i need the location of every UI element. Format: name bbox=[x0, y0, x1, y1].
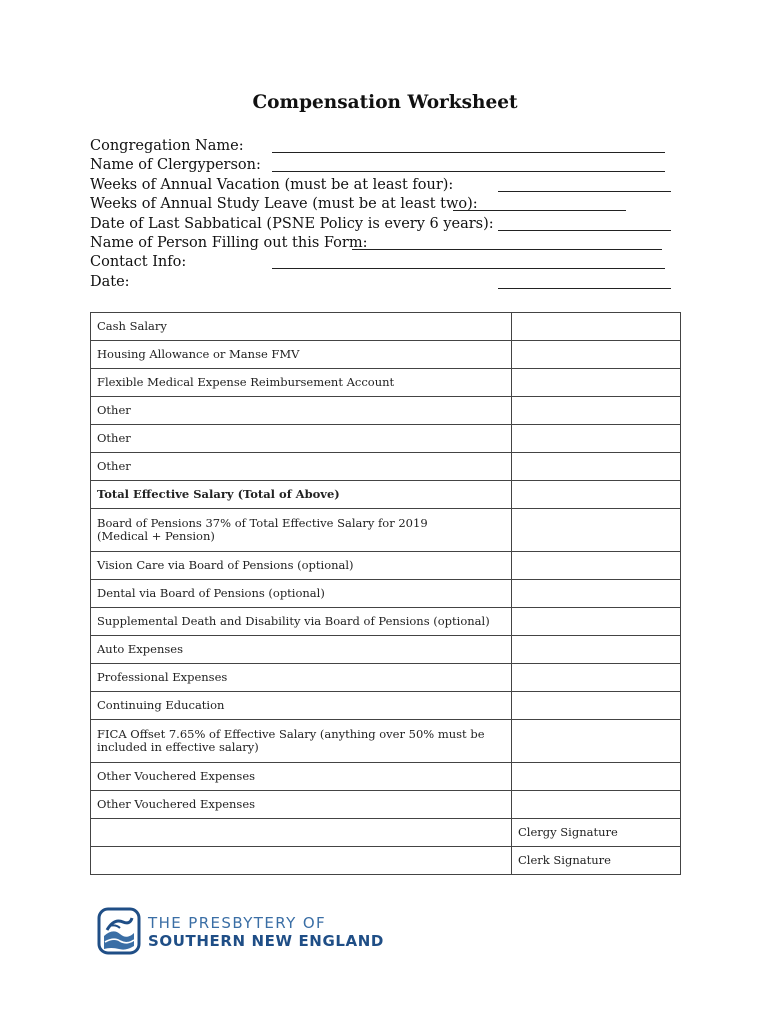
row-label: Other bbox=[91, 453, 512, 481]
row-value-field[interactable] bbox=[512, 397, 681, 425]
congregation-name-field[interactable] bbox=[272, 152, 665, 153]
row-label: Supplemental Death and Disability via Board of Pensions (optional) bbox=[91, 608, 512, 636]
table-row bbox=[91, 580, 681, 608]
study-leave-weeks-field[interactable] bbox=[453, 210, 626, 211]
table-row bbox=[91, 664, 681, 692]
compensation-table bbox=[90, 312, 681, 875]
row-value-field[interactable] bbox=[512, 552, 681, 580]
info-row-clergyperson bbox=[90, 156, 680, 175]
row-label[interactable] bbox=[91, 847, 512, 875]
row-value-field[interactable] bbox=[512, 341, 681, 369]
table-row bbox=[91, 636, 681, 664]
row-label: Professional Expenses bbox=[91, 664, 512, 692]
clergyperson-name-field[interactable] bbox=[272, 171, 665, 172]
row-value-field: Clerk Signature bbox=[512, 847, 681, 875]
table-row bbox=[91, 313, 681, 341]
row-value-field[interactable] bbox=[512, 763, 681, 791]
row-label: Continuing Education bbox=[91, 692, 512, 720]
info-label: Name of Person Filling out this Form: bbox=[90, 234, 368, 251]
presbytery-emblem-icon bbox=[96, 906, 142, 956]
table-row bbox=[91, 341, 681, 369]
row-value-field[interactable] bbox=[512, 313, 681, 341]
row-label: Other bbox=[91, 425, 512, 453]
info-label: Date of Last Sabbatical (PSNE Policy is every 6 years): bbox=[90, 215, 494, 232]
row-label: Housing Allowance or Manse FMV bbox=[91, 341, 512, 369]
info-label: Date: bbox=[90, 273, 130, 290]
table-row bbox=[91, 369, 681, 397]
row-value-field[interactable] bbox=[512, 664, 681, 692]
info-row-sabbatical bbox=[90, 215, 680, 234]
row-value-field[interactable] bbox=[512, 481, 681, 509]
sabbatical-date-field[interactable] bbox=[498, 230, 671, 231]
form-filler-name-field[interactable] bbox=[352, 249, 662, 250]
table-row bbox=[91, 692, 681, 720]
row-value-field[interactable] bbox=[512, 425, 681, 453]
row-value-field: Clergy Signature bbox=[512, 819, 681, 847]
row-label[interactable] bbox=[91, 819, 512, 847]
row-value-field[interactable] bbox=[512, 720, 681, 763]
table-row bbox=[91, 397, 681, 425]
info-row-contact bbox=[90, 253, 680, 272]
row-label: Board of Pensions 37% of Total Effective Salary for 2019 (Medical + Pension) bbox=[91, 509, 512, 552]
row-label: Cash Salary bbox=[91, 313, 512, 341]
table-row bbox=[91, 552, 681, 580]
table-row bbox=[91, 608, 681, 636]
info-row-form-filler bbox=[90, 234, 680, 253]
logo-line1: THE PRESBYTERY OF bbox=[148, 914, 327, 932]
table-row bbox=[91, 791, 681, 819]
row-value-field[interactable] bbox=[512, 509, 681, 552]
page-title: Compensation Worksheet bbox=[252, 92, 518, 113]
info-label: Name of Clergyperson: bbox=[90, 157, 261, 174]
row-label: Total Effective Salary (Total of Above) bbox=[91, 481, 512, 509]
table-row bbox=[91, 453, 681, 481]
vacation-weeks-field[interactable] bbox=[498, 191, 671, 192]
date-field[interactable] bbox=[498, 288, 671, 289]
row-value-field[interactable] bbox=[512, 608, 681, 636]
table-row bbox=[91, 847, 681, 875]
row-label: Flexible Medical Expense Reimbursement Account bbox=[91, 369, 512, 397]
info-row-date bbox=[90, 273, 680, 292]
row-value-field[interactable] bbox=[512, 369, 681, 397]
table-row bbox=[91, 509, 681, 552]
table-row bbox=[91, 763, 681, 791]
info-row-vacation bbox=[90, 176, 680, 195]
row-value-field[interactable] bbox=[512, 580, 681, 608]
table-row bbox=[91, 819, 681, 847]
presbytery-logo bbox=[96, 906, 384, 958]
info-row-study-leave bbox=[90, 195, 680, 214]
contact-info-field[interactable] bbox=[272, 268, 665, 269]
row-label: Dental via Board of Pensions (optional) bbox=[91, 580, 512, 608]
row-label: Auto Expenses bbox=[91, 636, 512, 664]
row-label: FICA Offset 7.65% of Effective Salary (anything over 50% must be included in effective salary) bbox=[91, 720, 512, 763]
row-value-field[interactable] bbox=[512, 692, 681, 720]
table-row bbox=[91, 481, 681, 509]
row-label: Other Vouchered Expenses bbox=[91, 763, 512, 791]
row-value-field[interactable] bbox=[512, 636, 681, 664]
info-row-congregation-name bbox=[90, 137, 680, 156]
info-label: Weeks of Annual Vacation (must be at least four): bbox=[90, 176, 454, 193]
row-label: Other bbox=[91, 397, 512, 425]
info-section bbox=[90, 137, 680, 292]
logo-line2: SOUTHERN NEW ENGLAND bbox=[148, 932, 384, 950]
table-row bbox=[91, 425, 681, 453]
table-row bbox=[91, 720, 681, 763]
info-label: Contact Info: bbox=[90, 254, 187, 271]
info-label: Congregation Name: bbox=[90, 138, 244, 154]
info-label: Weeks of Annual Study Leave (must be at least two): bbox=[90, 196, 478, 213]
row-label: Other Vouchered Expenses bbox=[91, 791, 512, 819]
row-label: Vision Care via Board of Pensions (optional) bbox=[91, 552, 512, 580]
row-value-field[interactable] bbox=[512, 453, 681, 481]
row-value-field[interactable] bbox=[512, 791, 681, 819]
